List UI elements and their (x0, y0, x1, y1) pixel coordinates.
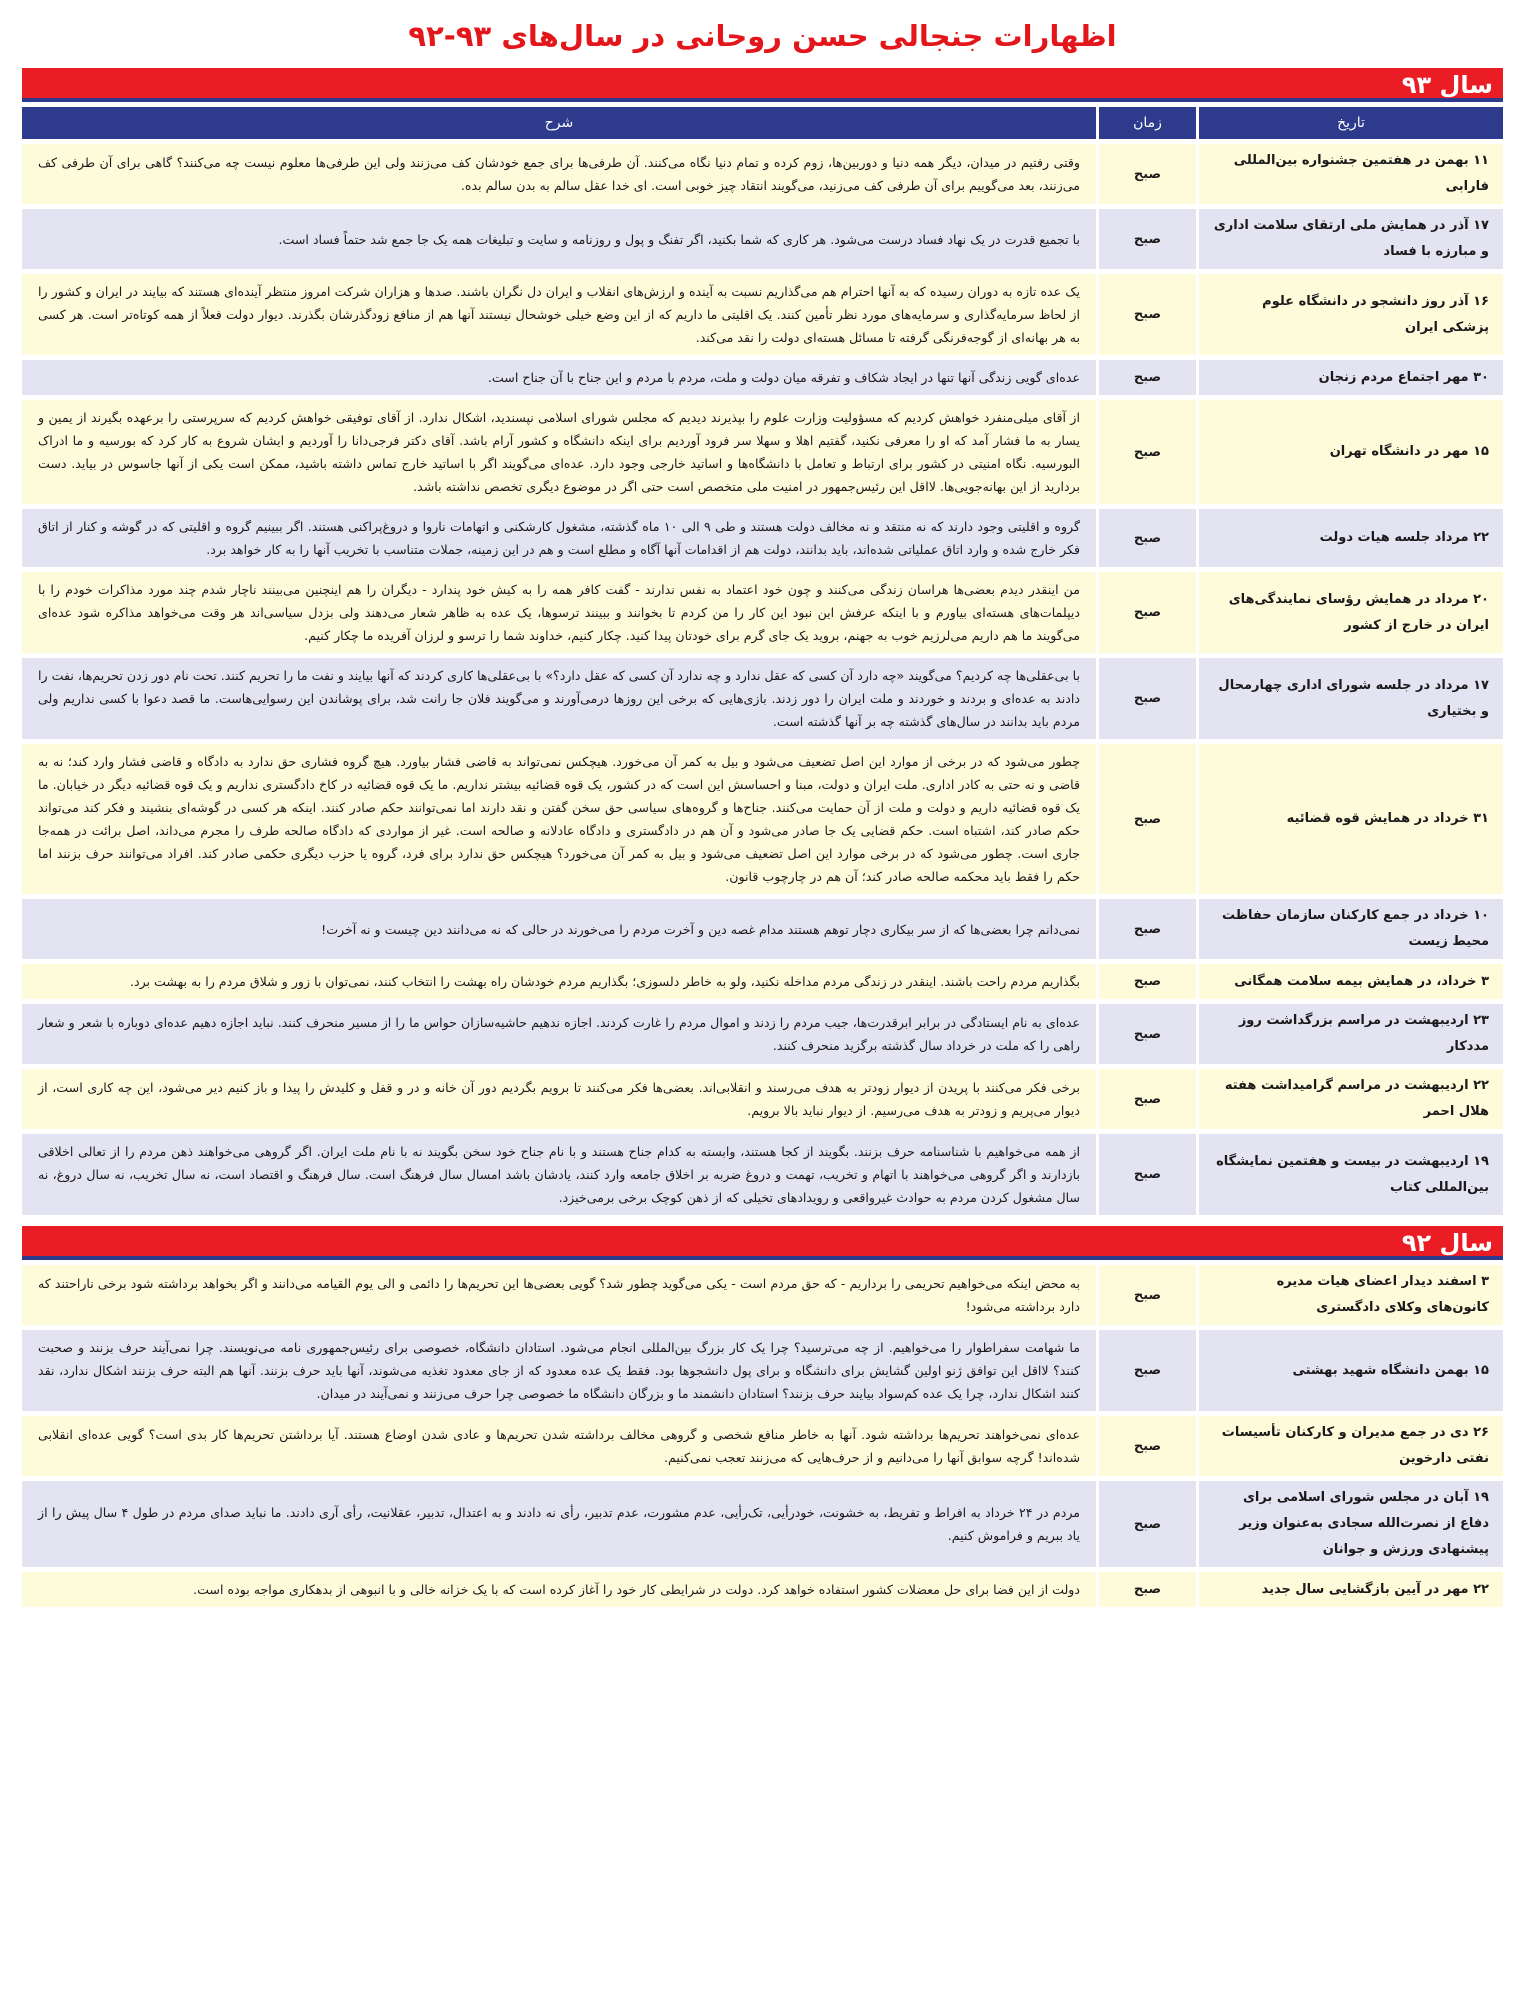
date-cell: ۲۳ اردیبهشت در مراسم بزرگداشت روز مددکار (1196, 1004, 1503, 1064)
date-cell: ۱۶ آذر روز دانشجو در دانشگاه علوم پزشکی ایران (1196, 274, 1503, 355)
description-cell: برخی فکر می‌کنند با پریدن از دیوار زودتر به هدف می‌رسند و انقلابی‌اند. بعضی‌ها فکر می‌کنند تا برویم بگردیم دور آن خانه و در و قفل و کلیدش را پیدا و باز کنیم دیر می‌شود، این چه کاری است، از دیوار می‌پریم و زودتر به هدف می‌رسیم. از دیوار نباید بالا برویم. (22, 1069, 1096, 1129)
description-cell: وقتی رفتیم در میدان، دیگر همه دنیا و دوربین‌ها، زوم کرده و تمام دنیا نگاه می‌کنند. آن طرفی‌ها برای جمع خودشان کف می‌زنند ولی این طرفی‌ها معلوم نیست چه می‌کنند؟ گاهی برای آن طرفی کف می‌زنند، بعد می‌گوییم برای آن طرفی کف می‌زنید، می‌گویند انتقاد چیز خوبی است. ای خدا عقل سالم به بدن سالم بده. (22, 144, 1096, 204)
time-cell: صبح (1096, 1481, 1196, 1567)
column-header-desc: شرح (22, 107, 1096, 139)
date-cell: ۱۹ آبان در مجلس شورای اسلامی برای دفاع از نصرت‌الله سجادی به‌عنوان وزیر پیشنهادی ورزش و جوانان (1196, 1481, 1503, 1567)
description-cell: با بی‌عقلی‌ها چه کردیم؟ می‌گویند «چه دارد آن کسی که عقل ندارد و چه ندارد آن کسی که عقل دارد؟» با بی‌عقلی‌ها کاری کردند که آنها بیایند و نفت ما را تحریم کنند. تحت نام دور زدن تحریم‌ها، نفت را دادند به عده‌ای و بردند و خوردند و ملت ایران را دور زدند. بازی‌هایی که برخی این روزها درمی‌آورند و می‌گویند فلان جا رانت شد، برای پوشاندن این رسوایی‌هاست. ما قصد دعوا با کسی نداریم ولی مردم باید بدانند در سال‌های گذشته چه بر آنها گذشته است. (22, 658, 1096, 739)
description-cell: بگذاریم مردم راحت باشند. اینقدر در زندگی مردم مداخله نکنید، ولو به خاطر دلسوزی؛ بگذاریم مردم خودشان راه بهشت را انتخاب کنند، نمی‌توان با زور و شلاق مردم را به بهشت برد. (22, 964, 1096, 999)
date-cell: ۱۹ اردیبهشت در بیست و هفتمین نمایشگاه بین‌المللی کتاب (1196, 1134, 1503, 1215)
table-row (22, 1265, 1503, 1325)
description-cell: از همه می‌خواهیم با شناسنامه حرف بزنند. بگویند از کجا هستند، وابسته به کدام جناح هستند و با نام جناح خود سخن بگویند نه با نام ملت ایران. اگر گروهی می‌خواهند ذهن مردم را از تعالی اخلاقی بازدارند و اگر گروهی می‌خواهند با اتهام و تخریب، تهمت و دروغ ضربه بر اخلاق جامعه وارد کنند، یادشان باشد امسال سال فرهنگ است. سال فرهنگ و اقتصاد است، نه سال تخریب، نه سال دروغ، نه سال مشغول کردن مردم به حوادث غیرواقعی و رویدادهای تخیلی که از ذهن کوچک برخی برمی‌خیزد. (22, 1134, 1096, 1215)
table-row (22, 400, 1503, 504)
description-cell: یک عده تازه به دوران رسیده که به آنها احترام هم می‌گذاریم نسبت به آینده و ارزش‌های انقلاب و ایران دل نگران باشند. صدها و هزاران شرکت امروز منتظر آینده‌ای هستند که بیایند در ایران و کشور را از لحاظ سرمایه‌گذاری و سرمایه‌های مورد نظر تأمین کنند. یک اقلیتی ما داریم که از این وضع خیلی خوشحال نیستند آنها هم از منافع زودگذرشان بگذرند. دیوار دولت فعلاً از همه کوتاه‌تر است. هر کسی به هر بهانه‌ای از گوجه‌فرنگی گرفته تا مسائل هسته‌ای دولت را نقد می‌کند. (22, 274, 1096, 355)
time-cell: صبح (1096, 1572, 1196, 1607)
table-row (22, 572, 1503, 653)
date-cell: ۳۱ خرداد در همایش قوه قضائیه (1196, 744, 1503, 894)
time-cell: صبح (1096, 658, 1196, 739)
time-cell: صبح (1096, 744, 1196, 894)
table-row (22, 360, 1503, 395)
time-cell: صبح (1096, 209, 1196, 269)
table-row (22, 144, 1503, 204)
section-label: سال ۹۳ (1401, 71, 1493, 99)
time-cell: صبح (1096, 1069, 1196, 1129)
description-cell: عده‌ای گویی زندگی آنها تنها در ایجاد شکاف و تفرقه میان دولت و ملت، مردم با مردم و این جناح با آن جناح است. (22, 360, 1096, 395)
table-row (22, 1416, 1503, 1476)
time-cell: صبح (1096, 274, 1196, 355)
date-cell: ۲۲ مهر در آیین بازگشایی سال جدید (1196, 1572, 1503, 1607)
description-cell: از آقای میلی‌منفرد خواهش کردیم که مسؤولیت وزارت علوم را بپذیرند دیدیم که مجلس شورای اسلامی نپسندید، اشکال ندارد. از آقای توفیقی خواهش کردیم که سرپرستی را برعهده بگیرند از یمین و یسار به ما فشار آمد که او را معرفی نکنید، گفتیم اهلا و سهلا سر فرود آوردیم برای اینکه دانشگاه و کشور آرام باشد. آقای دکتر فرجی‌دانا را آوردیم و ایشان شروع به کار کرد که بورسیه و ما ادراک البورسیه. نگاه امنیتی در کشور برای ارتباط و تعامل با دانشگاه‌ها و اساتید خارجی وجود دارد. عده‌ای می‌گویند اگر با اساتید خارج تماس داشته باشید، ممکن است یکی از آنها جاسوس در بیاید. دست بردارید از این بهانه‌جویی‌ها. لااقل این رئیس‌جمهور در امنیت ملی متخصص است حتی اگر در موضوع دیگری تخصص نداشته باشد. (22, 400, 1096, 504)
date-cell: ۲۰ مرداد در همایش رؤسای نمایندگی‌های ایران در خارج از کشور (1196, 572, 1503, 653)
date-cell: ۲۶ دی در جمع مدیران و کارکنان تأسیسات نفتی دارخوین (1196, 1416, 1503, 1476)
table-row (22, 274, 1503, 355)
time-cell: صبح (1096, 899, 1196, 959)
time-cell: صبح (1096, 360, 1196, 395)
date-cell: ۳ خرداد، در همایش بیمه سلامت همگانی (1196, 964, 1503, 999)
date-cell: ۱۷ مرداد در جلسه شورای اداری چهارمحال و بختیاری (1196, 658, 1503, 739)
time-cell: صبح (1096, 1134, 1196, 1215)
time-cell: صبح (1096, 400, 1196, 504)
table-row (22, 209, 1503, 269)
table-row (22, 509, 1503, 567)
statements-table (22, 102, 1503, 1220)
page-title: اظهارات جنجالی حسن روحانی در سال‌های ۹۳-۹۲ (408, 19, 1117, 53)
time-cell: صبح (1096, 509, 1196, 567)
table-row (22, 1134, 1503, 1215)
column-header-date: تاریخ (1196, 107, 1503, 139)
table-row (22, 1481, 1503, 1567)
description-cell: ما شهامت سفراطوار را می‌خواهیم. از چه می‌ترسید؟ چرا یک کار بزرگ بین‌المللی انجام می‌شود. استادان دانشگاه، خصوصی برای رئیس‌جمهوری نامه می‌نویسند. چرا نمی‌آیند حرف بزنند و صحبت کنند؟ لااقل این توافق ژنو اولین گشایش برای دانشگاه و برای پول دانشجوها بود. فقط یک عده معدود که از جای معدود تغذیه می‌شوند، آنها باید حرف بزنند. آنها هم البته حرف بزنند اشکال ندارد، نقد کنند اشکال ندارد، چرا یک عده کم‌سواد بیایند حرف بزنند؟ استادان دانشمند ما و بزرگان دانشگاه ما خصوصی چرا حرف می‌زنند و نمی‌آیند در میدان. (22, 1330, 1096, 1411)
description-cell: من اینقدر دیدم بعضی‌ها هراسان زندگی می‌کنند و چون خود اعتماد به نفس ندارند - گفت کافر همه را به کیش خود پندارد - دیگران را هم اینچنین می‌بینند ناچار شدم چند مورد مذاکرات خودم را با دیپلمات‌های هسته‌ای بیاورم و با اینکه عرفش این نبود این کار را من کردم تا بخوانند و ببینند ترسوها، یک عده به ظاهر شعار می‌دهند ولی بزدل سیاسی‌اند هر وقت می‌خواهد مذاکره شود عده‌ای می‌گویند ما هم داریم می‌لرزیم خوب به جهنم، بروید یک جای گرم برای خودتان پیدا کنید. چکار کنیم، خداوند شما را ترسو و لرزان آفریده ما چکار کنیم. (22, 572, 1096, 653)
column-header-time: زمان (1096, 107, 1196, 139)
description-cell: عده‌ای به نام ایستادگی در برابر ابرقدرت‌ها، جیب مردم را زدند و اموال مردم را غارت کردند. اجازه ندهیم حاشیه‌سازان حواس ما را از مسیر منحرف کنند. نباید اجازه دهیم عده‌ای دوباره با شعر و شعار راهی را که ملت در خرداد سال گذشته برگزید منحرف کنند. (22, 1004, 1096, 1064)
table-row (22, 744, 1503, 894)
description-cell: مردم در ۲۴ خرداد به افراط و تفریط، به خشونت، خودرأیی، تک‌رأیی، عدم مشورت، عدم تدبیر، رأی نه دادند و به اعتدال، تدبیر، عقلانیت، رأی آری دادند. ما نباید صدای مردم در طول ۴ سال پیش را از یاد ببریم و فراموش کنیم. (22, 1481, 1096, 1567)
table-row (22, 964, 1503, 999)
description-cell: گروه و اقلیتی وجود دارند که نه منتقد و نه مخالف دولت هستند و طی ۹ الی ۱۰ ماه گذشته، مشغول کارشکنی و اتهامات ناروا و دروغ‌پراکنی هستند. اگر ببینیم گروه و اقلیتی که در گوشه و کنار از اتاق فکر خارج شده و وارد اتاق عملیاتی شده‌اند، باید بدانند، دولت هم از اقدامات آنها آگاه و مطلع است و هم در این زمینه، جملات متناسب با تخریب آنها را به کار خواهد برد. (22, 509, 1096, 567)
description-cell: دولت از این فضا برای حل معضلات کشور استفاده خواهد کرد. دولت در شرایطی کار خود را آغاز کرده است که با یک خزانه خالی و با انبوهی از بدهکاری مواجه بوده است. (22, 1572, 1096, 1607)
time-cell: صبح (1096, 1330, 1196, 1411)
date-cell: ۳۰ مهر اجتماع مردم زنجان (1196, 360, 1503, 395)
section-bar (22, 1226, 1503, 1260)
table-row (22, 658, 1503, 739)
time-cell: صبح (1096, 1416, 1196, 1476)
sections-container (22, 68, 1503, 1612)
section-label: سال ۹۲ (1401, 1229, 1493, 1257)
description-cell: با تجمیع قدرت در یک نهاد فساد درست می‌شود. هر کاری که شما بکنید، اگر تفنگ و پول و روزنامه و سایت و تبلیغات همه یک جا جمع شد حتماً فساد است. (22, 209, 1096, 269)
date-cell: ۳ اسفند دیدار اعضای هیات مدیره کانون‌های وکلای دادگستری (1196, 1265, 1503, 1325)
description-cell: به محض اینکه می‌خواهیم تحریمی را برداریم - که حق مردم است - یکی می‌گوید چطور شد؟ گویی بعضی‌ها این تحریم‌ها را دائمی و الی یوم القیامه می‌دانند و اگر بخواهد برداشته شود برخی ناراحتند که دارد برداشته می‌شود! (22, 1265, 1096, 1325)
table-row (22, 1069, 1503, 1129)
time-cell: صبح (1096, 1004, 1196, 1064)
description-cell: چطور می‌شود که در برخی از موارد این اصل تضعیف می‌شود و بیل به کمر آن می‌خورد. هیچکس نمی‌تواند به قاضی فشار بیاورد. هیچ گروه فشاری حق ندارد به دادگاه و قاضی فشار وارد کند؛ نه به قاضی و نه حتی به کادر اداری. ملت ایران و دولت، مبنا و احساسش این است که در کشور، یک قوه قضائیه بیشتر نداریم. ما یک قوه قضائیه در کاخ دادگستری نداریم و یک قوه قضائیه دیگر در خیابان. ما یک قوه قضائیه داریم و دولت و ملت از آن حمایت می‌کنند. جناح‌ها و گروه‌های سیاسی حق سخن گفتن و نقد دارند اما نمی‌توانند حکم صادر کنند. اینکه هر کسی در گوشه‌ای بنشیند و فکر کند می‌تواند حکم صادر کند، اشتباه است. حکم قضایی یک جا صادر می‌شود و آن هم در دادگستری و دادگاه عادلانه و صالحه است. غیر از مواردی که دادگاه صالحه طرف را مجرم می‌داند، اصل برائت در همه‌جا جاری است. چطور می‌شود که در برخی موارد این اصل تضعیف می‌شود و بیل به کمر آن می‌خورد؟ هیچکس حق ندارد برای فرد، گروه یا حزب دیگری حکمی صادر کند. افراد می‌توانند حرف بزنند اما حکم را فقط باید محکمه صالحه صادر کند؛ آن هم در چارچوب قانون. (22, 744, 1096, 894)
table-row (22, 1330, 1503, 1411)
table-row (22, 1004, 1503, 1064)
date-cell: ۱۰ خرداد در جمع کارکنان سازمان حفاظت محیط زیست (1196, 899, 1503, 959)
time-cell: صبح (1096, 1265, 1196, 1325)
section-bar (22, 68, 1503, 102)
description-cell: عده‌ای نمی‌خواهند تحریم‌ها برداشته شود. آنها به خاطر منافع شخصی و گروهی مخالف برداشته شدن تحریم‌ها و عادی شدن اوضاع هستند. آیا برداشتن تحریم‌ها کار بدی است؟ گویی عده‌ای انقلابی شده‌اند! گرچه سوابق آنها را می‌دانیم و از حرف‌هایی که می‌زنند تعجب نمی‌کنیم. (22, 1416, 1096, 1476)
description-cell: نمی‌دانم چرا بعضی‌ها که از سر بیکاری دچار توهم هستند مدام غصه دین و آخرت مردم را می‌خورند در حالی که نه می‌دانند دین چیست و نه آخرت! (22, 899, 1096, 959)
date-cell: ۱۵ بهمن دانشگاه شهید بهشتی (1196, 1330, 1503, 1411)
date-cell: ۱۷ آذر در همایش ملی ارتقای سلامت اداری و مبارزه با فساد (1196, 209, 1503, 269)
date-cell: ۱۵ مهر در دانشگاه تهران (1196, 400, 1503, 504)
date-cell: ۲۲ مرداد جلسه هیات دولت (1196, 509, 1503, 567)
statements-table (22, 1260, 1503, 1612)
table-header-row (22, 107, 1503, 139)
time-cell: صبح (1096, 144, 1196, 204)
table-row (22, 899, 1503, 959)
time-cell: صبح (1096, 964, 1196, 999)
date-cell: ۱۱ بهمن در هفتمین جشنواره بین‌المللی فارابی (1196, 144, 1503, 204)
date-cell: ۲۲ اردیبهشت در مراسم گرامیداشت هفته هلال احمر (1196, 1069, 1503, 1129)
time-cell: صبح (1096, 572, 1196, 653)
table-row (22, 1572, 1503, 1607)
